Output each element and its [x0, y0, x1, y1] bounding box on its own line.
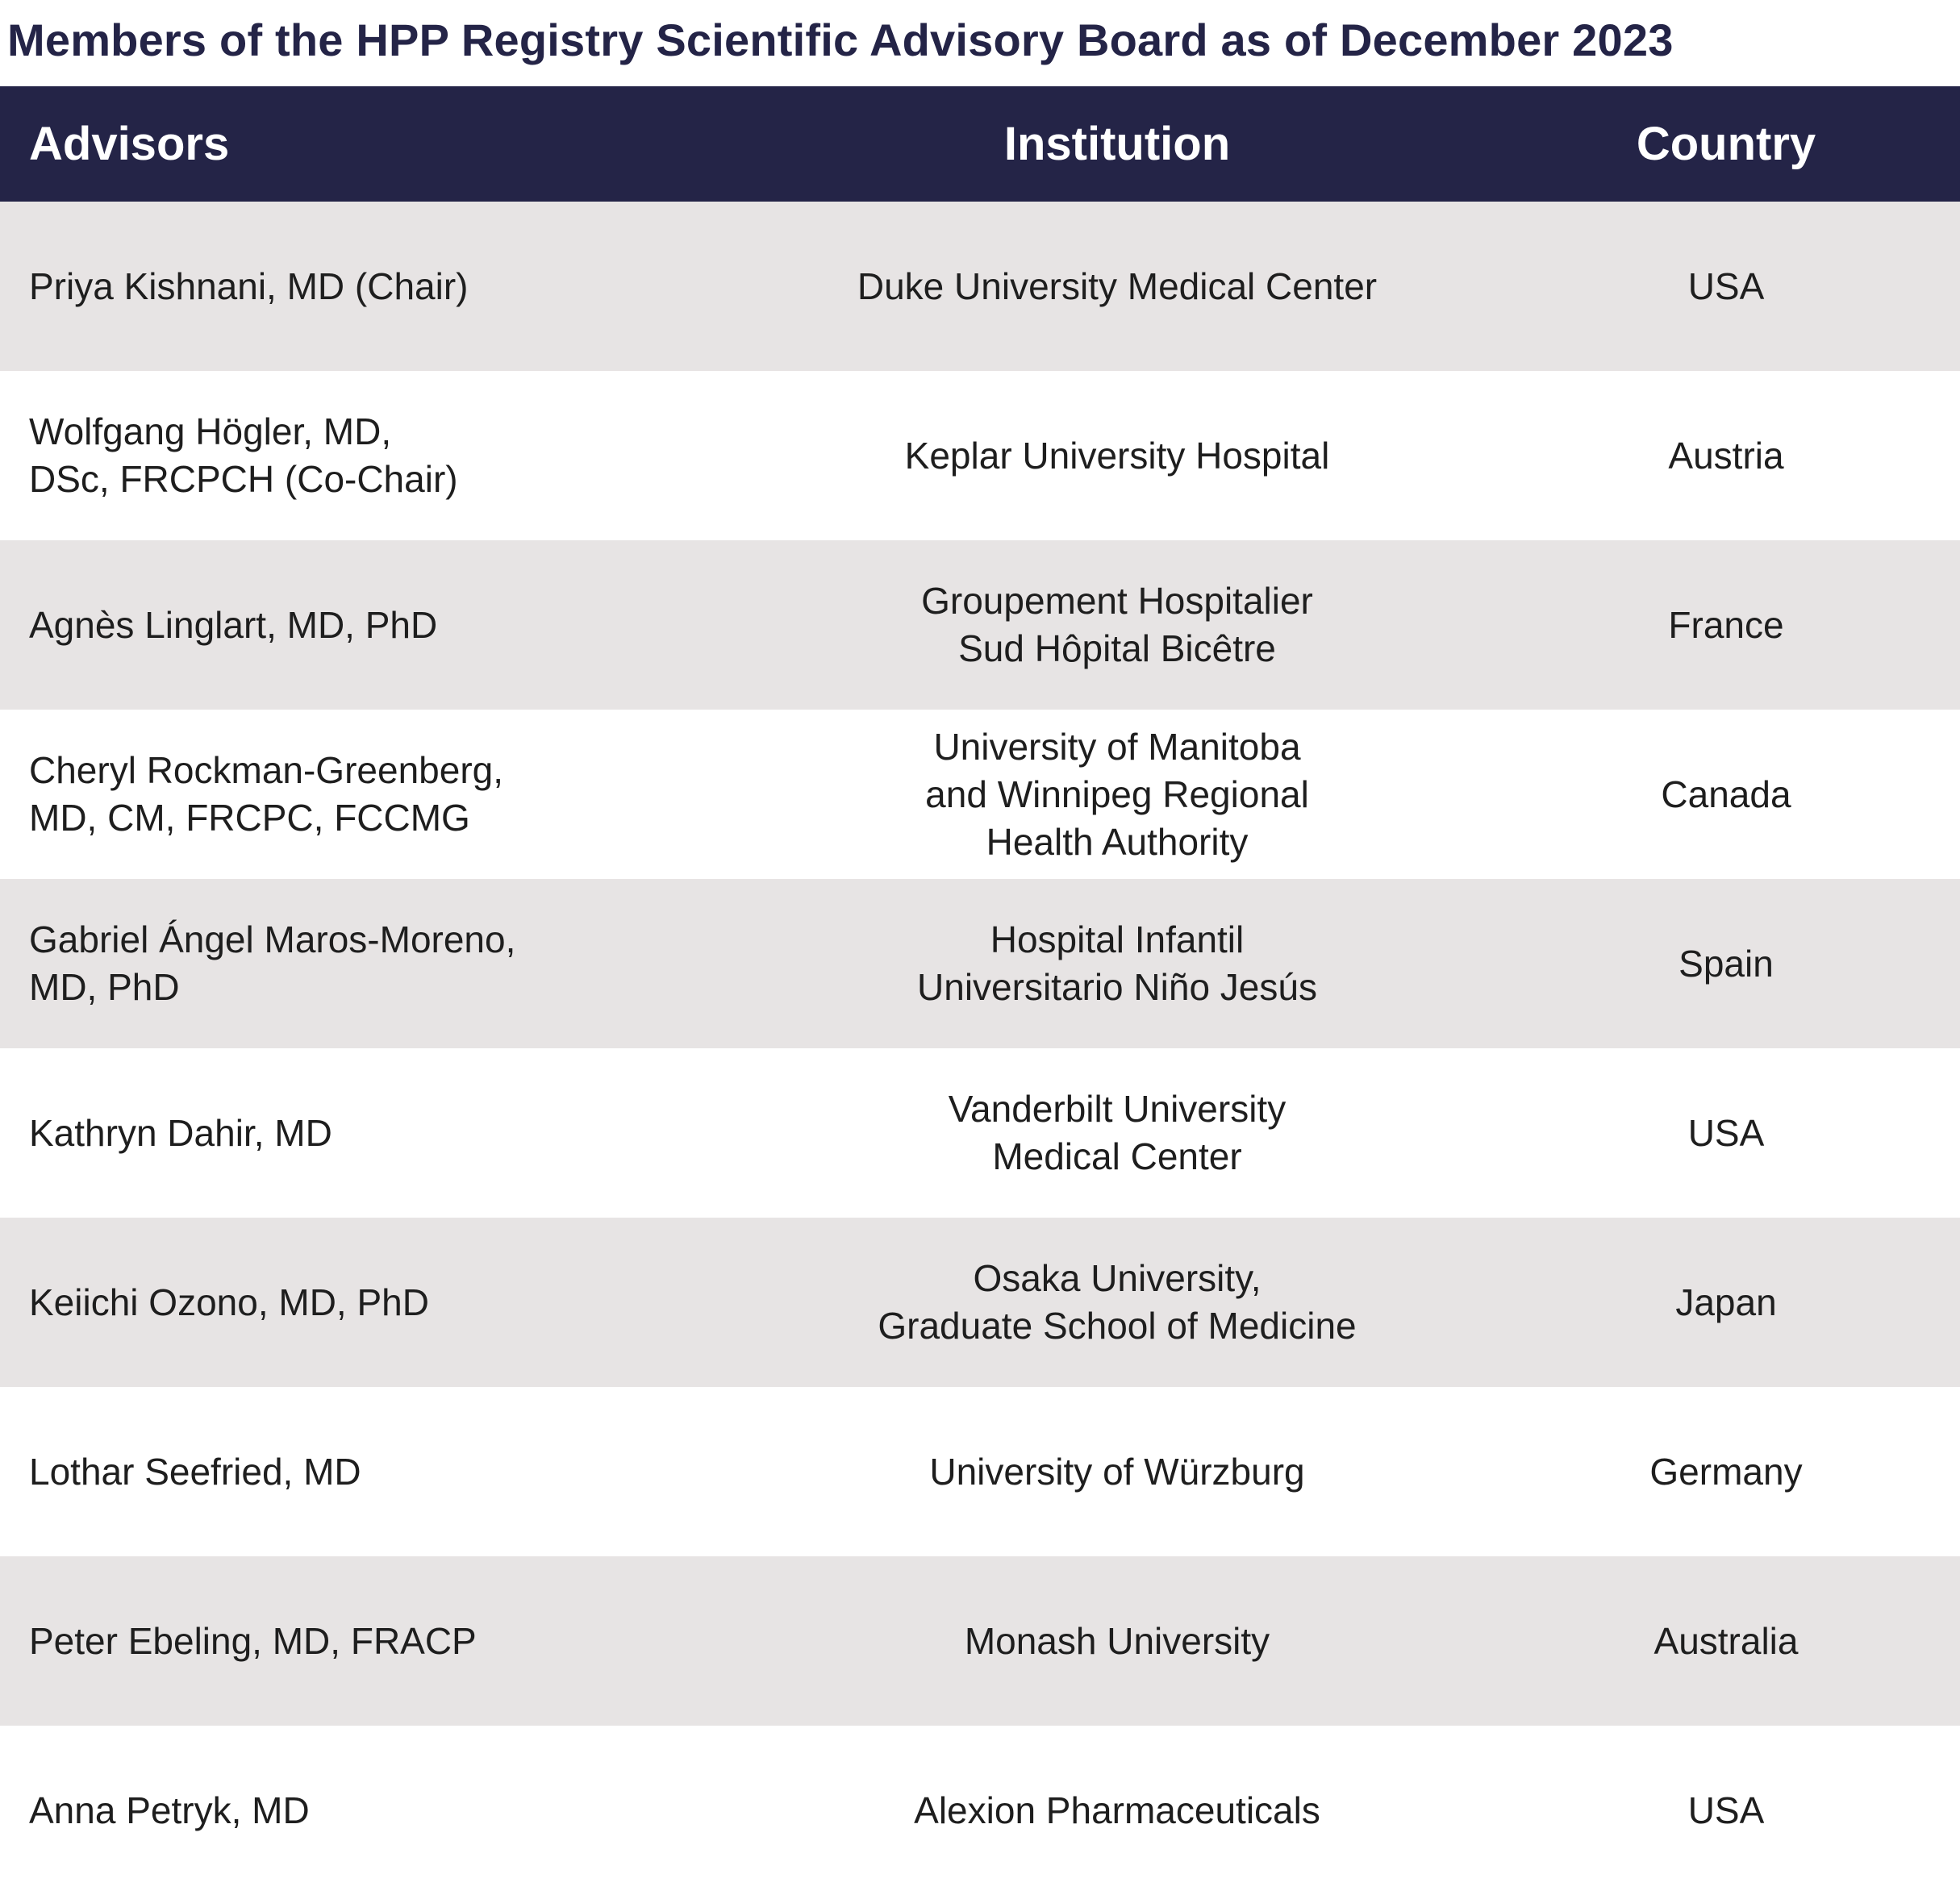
institution-cell-line: Hospital Infantil: [990, 918, 1245, 960]
country-cell: USA: [1687, 1111, 1765, 1154]
page-title: Members of the HPP Registry Scientific Advisory Board as of December 2023: [7, 15, 1674, 65]
country-cell: Germany: [1649, 1450, 1803, 1493]
institution-cell-line: Osaka University,: [973, 1257, 1261, 1299]
advisor-cell-line: MD, PhD: [29, 966, 180, 1008]
advisor-cell-line: Priya Kishnani, MD (Chair): [29, 264, 469, 307]
institution-cell-line: Alexion Pharmaceuticals: [914, 1789, 1320, 1831]
advisor-cell-line: Agnès Linglart, MD, PhD: [29, 603, 438, 646]
table-header: [0, 86, 1960, 202]
advisor-cell: [0, 879, 726, 1048]
header-row: [0, 86, 1960, 202]
institution-cell: [726, 1218, 1484, 1387]
advisor-cell-line: Wolfgang Högler, MD,: [29, 410, 392, 452]
advisor-cell-line: MD, CM, FRCPC, FCCMG: [29, 797, 470, 839]
table-row: [0, 1048, 1960, 1218]
institution-cell: [726, 879, 1484, 1048]
advisor-cell-line: DSc, FRCPCH (Co-Chair): [29, 458, 458, 500]
institution-cell: [726, 540, 1484, 710]
country-cell: USA: [1687, 1789, 1765, 1831]
table-row: [0, 710, 1960, 879]
institution-cell-line: University of Würzburg: [929, 1450, 1305, 1493]
country-cell: Japan: [1675, 1281, 1777, 1323]
institution-cell: [726, 202, 1484, 371]
advisor-cell-line: Lothar Seefried, MD: [29, 1450, 361, 1493]
institution-cell-line: University of Manitoba: [933, 725, 1301, 768]
advisor-cell-line: Gabriel Ángel Maros-Moreno,: [29, 918, 516, 960]
advisor-cell-line: Cheryl Rockman-Greenberg,: [29, 749, 504, 791]
advisor-cell: [0, 1387, 726, 1556]
advisor-cell: [0, 540, 726, 710]
advisor-cell: [0, 1726, 726, 1895]
country-cell: Canada: [1661, 773, 1791, 815]
advisor-cell-line: Anna Petryk, MD: [29, 1789, 310, 1831]
institution-cell-line: Graduate School of Medicine: [878, 1305, 1357, 1347]
institution-cell-line: Health Authority: [986, 820, 1249, 863]
advisory-board-table: [0, 86, 1960, 1895]
institution-cell-line: Duke University Medical Center: [857, 264, 1378, 307]
advisor-cell: [0, 202, 726, 371]
country-cell: Austria: [1668, 434, 1784, 477]
header-advisors: Advisors: [29, 118, 230, 170]
header-institution: Institution: [1003, 118, 1231, 170]
table-row: [0, 1387, 1960, 1556]
table-row: [0, 1726, 1960, 1895]
country-cell: Australia: [1653, 1619, 1799, 1662]
institution-cell: [726, 710, 1484, 879]
institution-cell: [726, 1387, 1484, 1556]
table-row: [0, 371, 1960, 540]
advisor-cell: [0, 1556, 726, 1726]
table-row: [0, 1218, 1960, 1387]
institution-cell-line: Monash University: [964, 1619, 1270, 1662]
institution-cell-line: Vanderbilt University: [948, 1088, 1287, 1130]
table-row: [0, 540, 1960, 710]
institution-cell: [726, 1726, 1484, 1895]
advisor-cell: [0, 710, 726, 879]
advisor-cell-line: Peter Ebeling, MD, FRACP: [29, 1619, 477, 1662]
country-cell: France: [1668, 603, 1784, 646]
institution-cell-line: Groupement Hospitalier: [921, 580, 1313, 622]
institution-cell-line: Medical Center: [992, 1135, 1242, 1177]
country-cell: Spain: [1679, 942, 1774, 985]
institution-cell: [726, 1556, 1484, 1726]
advisor-cell: [0, 1218, 726, 1387]
advisor-cell: [0, 1048, 726, 1218]
advisor-cell-line: Keiichi Ozono, MD, PhD: [29, 1281, 429, 1323]
institution-cell-line: and Winnipeg Regional: [925, 773, 1309, 815]
header-country: Country: [1636, 118, 1816, 170]
institution-cell-line: Universitario Niño Jesús: [917, 966, 1317, 1008]
institution-cell: [726, 1048, 1484, 1218]
table-body: [0, 202, 1960, 1895]
institution-cell-line: Sud Hôpital Bicêtre: [958, 627, 1276, 669]
table-row: [0, 1556, 1960, 1726]
advisor-cell: [0, 371, 726, 540]
institution-cell: [726, 371, 1484, 540]
table-row: [0, 879, 1960, 1048]
institution-cell-line: Keplar University Hospital: [904, 434, 1330, 477]
country-cell: USA: [1687, 264, 1765, 307]
table-row: [0, 202, 1960, 371]
advisor-cell-line: Kathryn Dahir, MD: [29, 1111, 332, 1154]
